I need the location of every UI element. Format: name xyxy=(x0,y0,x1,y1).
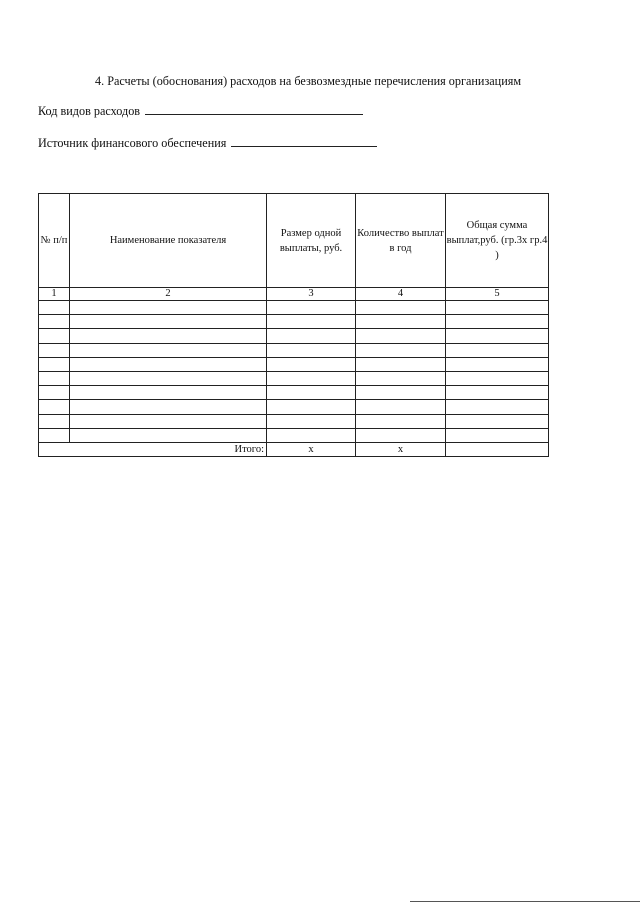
table-cell[interactable] xyxy=(267,400,356,414)
table-row xyxy=(39,386,549,400)
table-cell[interactable] xyxy=(267,343,356,357)
header-payments-per-year: Количество выплат в год xyxy=(356,194,446,288)
table-cell[interactable] xyxy=(356,343,446,357)
table-cell[interactable] xyxy=(70,301,267,315)
expense-code-blank-line[interactable] xyxy=(145,105,363,115)
header-payment-size: Размер одной выплаты, руб. xyxy=(267,194,356,288)
table-cell[interactable] xyxy=(70,357,267,371)
table-cell[interactable] xyxy=(356,414,446,428)
table-cell[interactable] xyxy=(39,371,70,385)
table-cell[interactable] xyxy=(39,357,70,371)
table-row xyxy=(39,301,549,315)
table-cell[interactable] xyxy=(446,329,549,343)
table-cell[interactable] xyxy=(70,329,267,343)
table-cell[interactable] xyxy=(446,343,549,357)
table-cell[interactable] xyxy=(267,329,356,343)
table-row xyxy=(39,400,549,414)
table-cell[interactable] xyxy=(446,301,549,315)
column-number: 4 xyxy=(356,288,446,301)
header-indicator-name: Наименование показателя xyxy=(70,194,267,288)
table-cell[interactable] xyxy=(267,414,356,428)
table-body xyxy=(39,301,549,443)
table-cell[interactable] xyxy=(39,428,70,442)
table-cell[interactable] xyxy=(356,301,446,315)
section-heading: 4. Расчеты (обоснования) расходов на безвозмездные перечисления организациям xyxy=(95,74,522,88)
total-payments-per-year-cell: х xyxy=(356,442,446,456)
table-cell[interactable] xyxy=(356,371,446,385)
table-cell[interactable] xyxy=(70,428,267,442)
table-row xyxy=(39,357,549,371)
funding-source-blank-line[interactable] xyxy=(231,137,377,147)
table-cell[interactable] xyxy=(70,371,267,385)
table-cell[interactable] xyxy=(267,428,356,442)
table-cell[interactable] xyxy=(446,371,549,385)
scan-edge-line xyxy=(410,901,640,902)
table-cell[interactable] xyxy=(446,386,549,400)
table-row xyxy=(39,329,549,343)
table-cell[interactable] xyxy=(267,386,356,400)
table-row xyxy=(39,428,549,442)
column-number-row xyxy=(39,288,549,301)
total-label: Итого: xyxy=(39,442,267,456)
expense-code-label: Код видов расходов xyxy=(38,104,141,118)
funding-source-label: Источник финансового обеспечения xyxy=(38,136,227,150)
table-cell[interactable] xyxy=(39,301,70,315)
table-cell[interactable] xyxy=(356,386,446,400)
table-row xyxy=(39,315,549,329)
column-number: 3 xyxy=(267,288,356,301)
table-cell[interactable] xyxy=(267,315,356,329)
table-header-row xyxy=(39,194,549,288)
calculation-table xyxy=(38,193,549,457)
column-number: 5 xyxy=(446,288,549,301)
table-cell[interactable] xyxy=(39,386,70,400)
header-number: № п/п xyxy=(39,194,70,288)
table-cell[interactable] xyxy=(446,414,549,428)
table-cell[interactable] xyxy=(70,414,267,428)
total-row xyxy=(39,442,549,456)
table-cell[interactable] xyxy=(446,400,549,414)
table-cell[interactable] xyxy=(39,414,70,428)
table-cell[interactable] xyxy=(267,371,356,385)
column-number: 2 xyxy=(70,288,267,301)
table-cell[interactable] xyxy=(39,400,70,414)
table-row xyxy=(39,371,549,385)
table-cell[interactable] xyxy=(356,357,446,371)
total-sum-cell[interactable] xyxy=(446,442,549,456)
funding-source-field xyxy=(38,136,377,151)
expense-code-field xyxy=(38,104,363,119)
header-total-sum: Общая сумма выплат,руб. (гр.3х гр.4 ) xyxy=(446,194,549,288)
table-cell[interactable] xyxy=(267,301,356,315)
table-cell[interactable] xyxy=(446,315,549,329)
table-row xyxy=(39,343,549,357)
table-row xyxy=(39,414,549,428)
table-cell[interactable] xyxy=(39,329,70,343)
table-cell[interactable] xyxy=(70,400,267,414)
table-cell[interactable] xyxy=(446,428,549,442)
table-cell[interactable] xyxy=(70,315,267,329)
table-cell[interactable] xyxy=(356,400,446,414)
table-cell[interactable] xyxy=(446,357,549,371)
total-payment-size-cell: х xyxy=(267,442,356,456)
column-number: 1 xyxy=(39,288,70,301)
table-cell[interactable] xyxy=(70,343,267,357)
table-cell[interactable] xyxy=(356,428,446,442)
table-cell[interactable] xyxy=(39,315,70,329)
table-cell[interactable] xyxy=(267,357,356,371)
table-cell[interactable] xyxy=(356,315,446,329)
table-cell[interactable] xyxy=(70,386,267,400)
table-cell[interactable] xyxy=(356,329,446,343)
table-cell[interactable] xyxy=(39,343,70,357)
